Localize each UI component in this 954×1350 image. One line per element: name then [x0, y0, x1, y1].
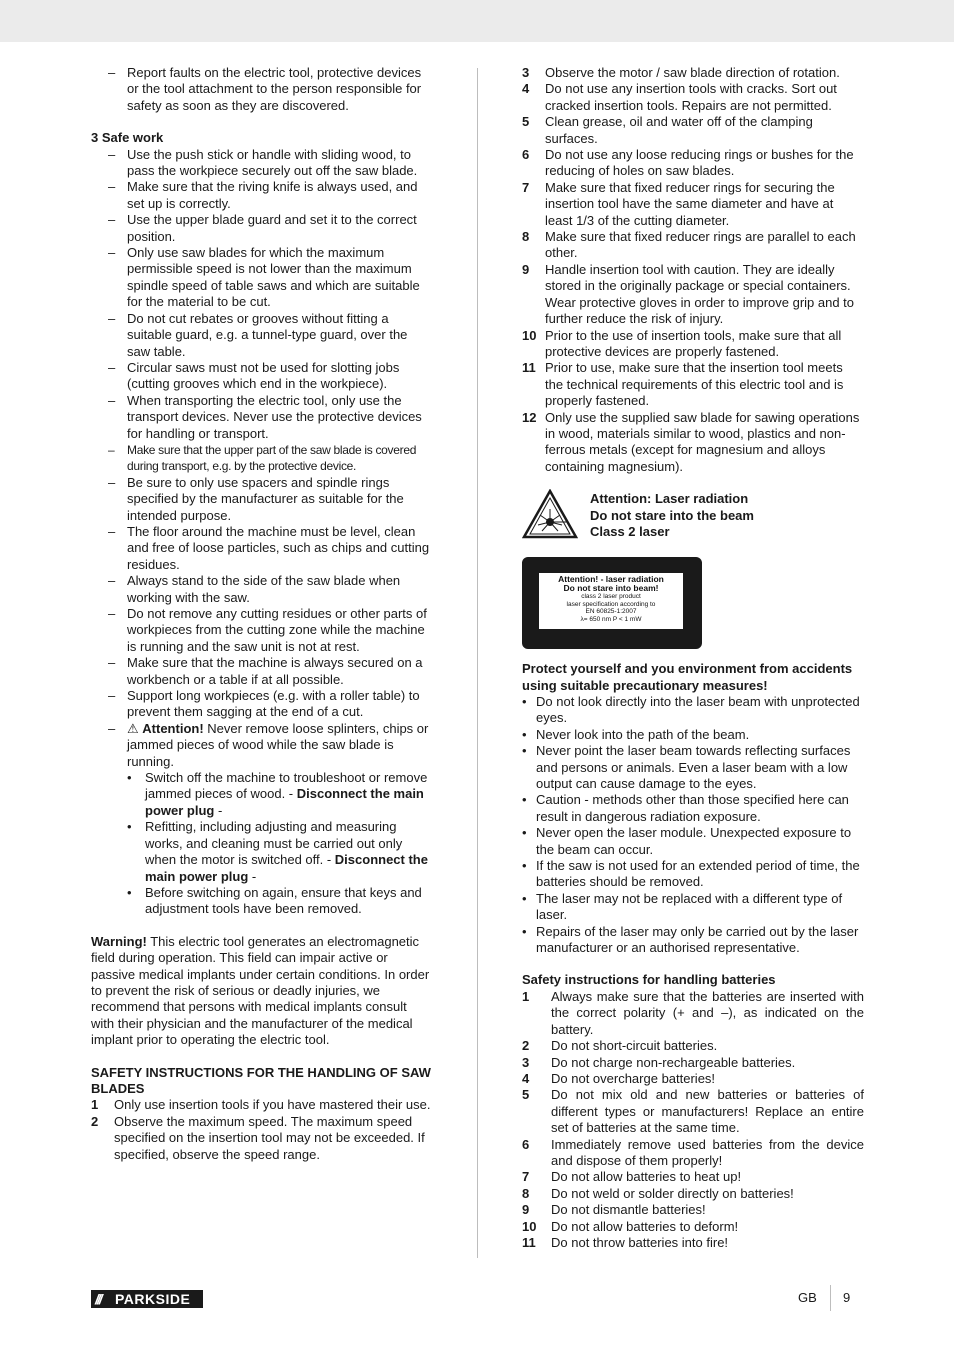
- parkside-logo: /// PARKSIDE: [91, 1290, 203, 1308]
- numbered-item: 9 Do not dismantle batteries!: [522, 1202, 706, 1218]
- numbered-item: 7 Make sure that fixed reducer rings for securing the insertion tool have the same diameter and have at least 1/3 of the cutting diameter.: [522, 179, 835, 228]
- list-item: • Never point the laser beam towards reflecting surfaces and persons or animals. Even a laser beam with a low output can cause damage to the eyes.: [522, 743, 851, 791]
- laser-warning: [522, 491, 864, 543]
- top-bar: [0, 0, 954, 42]
- numbered-item: 9 Handle insertion tool with caution. They are ideally stored in the originally package or special containers. Wear protective gloves in order to improve grip and to further reduce the risk of injury.: [522, 261, 855, 327]
- warning-triangle-icon: ⚠: [127, 720, 139, 736]
- list-item: – Use the upper blade guard and set it to the correct position.: [108, 212, 417, 244]
- numbered-item: 12 Only use the supplied saw blade for sawing operations in wood, materials similar to wood, plastics and non-ferrous metals (except for magnesium and alloys containing magnesium).: [522, 409, 860, 474]
- list-item: – Be sure to only use spacers and spindle rings specified by the manufacturer as suitable for the intended purpose.: [108, 474, 404, 523]
- laser-warning-line: Class 2 laser: [590, 523, 670, 539]
- numbered-item: 2 Do not short-circuit batteries.: [522, 1038, 718, 1054]
- numbered-item: 11 Do not throw batteries into fire!: [522, 1234, 729, 1250]
- sub-item: • Before switching on again, ensure that keys and adjustment tools have been removed.: [127, 884, 422, 917]
- column-divider: [477, 68, 478, 1258]
- list-item: – Support long workpieces (e.g. with a roller table) to prevent them sagging at the end of a cut.: [108, 688, 420, 720]
- list-item: – Circular saws must not be used for slotting jobs (cutting grooves which end in the workpiece).: [108, 359, 400, 392]
- list-item: – Always stand to the side of the saw blade when working with the saw.: [108, 573, 401, 605]
- protect-list: [522, 694, 864, 957]
- section-heading-saw-blades: SAFETY INSTRUCTIONS FOR THE HANDLING OF SAW BLADES: [91, 1064, 431, 1096]
- list-item: – When transporting the electric tool, only use the transport devices. Never use the protective devices for handling or transport.: [108, 392, 422, 441]
- numbered-item: 7 Do not allow batteries to heat up!: [522, 1169, 742, 1185]
- page-number: 9: [843, 1290, 851, 1305]
- numbered-item: 10 Do not allow batteries to deform!: [522, 1218, 739, 1234]
- numbered-item: 10 Prior to the use of insertion tools, make sure that all protective devices are properly fastened.: [522, 327, 842, 359]
- left-column: [91, 65, 433, 1163]
- laser-warning-line: Do not stare into the beam: [590, 507, 754, 523]
- list-item: • Caution - methods other than those specified here can result in dangerous radiation exposure.: [522, 792, 849, 824]
- list-item: • Repairs of the laser may only be carried out by the laser manufacturer or an authorised representative.: [522, 923, 859, 956]
- numbered-item: 8 Do not weld or solder directly on batteries!: [522, 1185, 794, 1201]
- list-item: • Never open the laser module. Unexpected exposure to the beam can occur.: [522, 825, 852, 857]
- label-line: λ= 650 nm P < 1 mW: [580, 615, 642, 623]
- label-line: Attention! - laser radiation: [558, 574, 664, 585]
- list-item: – Do not cut rebates or grooves without fitting a suitable guard, e.g. a tunnel-type guard, over the saw table.: [108, 310, 408, 359]
- numbered-item: 3 Observe the motor / saw blade direction of rotation.: [522, 65, 840, 80]
- language-code: GB: [798, 1290, 817, 1305]
- label-line: EN 60825-1:2007: [585, 608, 637, 616]
- list-item: • Do not look directly into the laser beam with unprotected eyes.: [522, 693, 860, 726]
- sub-item: • Refitting, including adjusting and measuring works, and cleaning must be carried out only when the motor is switched off. - Disconnect the main power plug -: [127, 819, 428, 884]
- numbered-item: 8 Make sure that fixed reducer rings are parallel to each other.: [522, 229, 856, 261]
- numbered-item: 5 Clean grease, oil and water off of the clamping surfaces.: [522, 114, 813, 146]
- numbered-item: 3 Do not charge non-rechargeable batteries.: [522, 1054, 796, 1070]
- list-item: – Make sure that the riving knife is always used, and set up is correctly.: [108, 179, 418, 211]
- list-item: – Do not remove any cutting residues or other parts of workpieces from the cutting zone while the machine is running and the saw unit is not at rest.: [108, 606, 427, 654]
- list-item: • Never look into the path of the beam.: [522, 726, 750, 742]
- warning-paragraph: Warning! This electric tool generates an electromagnetic field during operation. This field can impair active or passive medical implants under certain conditions. In order to prevent the risk of serious or deadly injuries, we recommend that persons with medical implants consult with their physician and the manufacturer of the medical implant prior to operating the electric tool.: [91, 933, 430, 1048]
- saw-blades-list-continued: [522, 65, 864, 475]
- batteries-list: [522, 989, 864, 1252]
- attention-item: – ⚠ Attention! Never remove loose splinters, chips or jammed pieces of wood while the saw blade is running.: [108, 720, 429, 769]
- numbered-item: 6 Do not use any loose reducing rings or bushes for the reducing of holes on saw blades.: [522, 147, 854, 179]
- numbered-item: 5 Do not mix old and new batteries or batteries of different types or manufacturers! Replace an entire set of batteries at the same time.: [522, 1087, 864, 1136]
- list-item: – Report faults on the electric tool, protective devices or the tool attachment to the person responsible for safety as soon as they are discovered.: [108, 65, 422, 113]
- label-line: laser specification according to: [566, 600, 656, 608]
- list-item: • If the saw is not used for an extended period of time, the batteries should be removed.: [522, 858, 860, 890]
- list-item: – Use the push stick or handle with sliding wood, to pass the workpiece securely out off the saw blade.: [108, 146, 418, 179]
- saw-blades-list: [91, 1097, 433, 1163]
- safe-work-list-2: [91, 475, 433, 721]
- sub-item: • Switch off the machine to troubleshoot or remove jammed pieces of wood. - Disconnect the main power plug -: [127, 770, 428, 818]
- numbered-item: 11 Prior to use, make sure that the insertion tool meets the technical requirements of this electric tool and is properly fastened.: [522, 360, 844, 409]
- list-item: – Make sure that the upper part of the saw blade is covered during transport, e.g. by the protective device.: [108, 442, 417, 474]
- numbered-item: 1 Always make sure that the batteries are inserted with the correct polarity (+ and –), as indicated on the battery.: [522, 988, 864, 1037]
- safe-work-list: [91, 147, 433, 442]
- laser-warning-line: Attention: Laser radiation: [590, 491, 749, 507]
- section-heading-batteries: Safety instructions for handling batteries: [522, 972, 776, 988]
- right-column: [522, 65, 864, 1251]
- section-heading-safe-work: 3 Safe work: [91, 130, 164, 146]
- list-item: – The floor around the machine must be level, clean and free of loose particles, such as chips and cutting residues.: [108, 523, 430, 572]
- laser-product-label: [522, 557, 702, 649]
- footer-separator: [830, 1285, 831, 1311]
- list-item: – Make sure that the machine is always secured on a workbench or a table if at all possible.: [108, 655, 423, 687]
- numbered-item: 6 Immediately remove used batteries from the device and dispose of them properly!: [522, 1136, 864, 1168]
- label-line: Do not stare into beam!: [563, 583, 659, 594]
- numbered-item: 4 Do not use any insertion tools with cracks. Sort out cracked insertion tools. Repairs are not permitted.: [522, 81, 837, 113]
- section-heading-protect: Protect yourself and you environment from accidents using suitable precautionary measures!: [522, 661, 853, 693]
- numbered-item: 4 Do not overcharge batteries!: [522, 1070, 716, 1086]
- list-item: • The laser may not be replaced with a different type of laser.: [522, 890, 843, 923]
- laser-warning-icon: [522, 489, 578, 539]
- numbered-item: 2 Observe the maximum speed. The maximum speed specified on the insertion tool may not be exceeded. If specified, observe the speed range.: [91, 1113, 425, 1162]
- numbered-item: 1 Only use insertion tools if you have mastered their use.: [91, 1097, 431, 1113]
- list-item: – Only use saw blades for which the maximum permissible speed is not lower than the maximum spindle speed of table saws and which are suitable for the material to be cut.: [108, 245, 420, 310]
- label-line: class 2 laser product: [581, 593, 641, 601]
